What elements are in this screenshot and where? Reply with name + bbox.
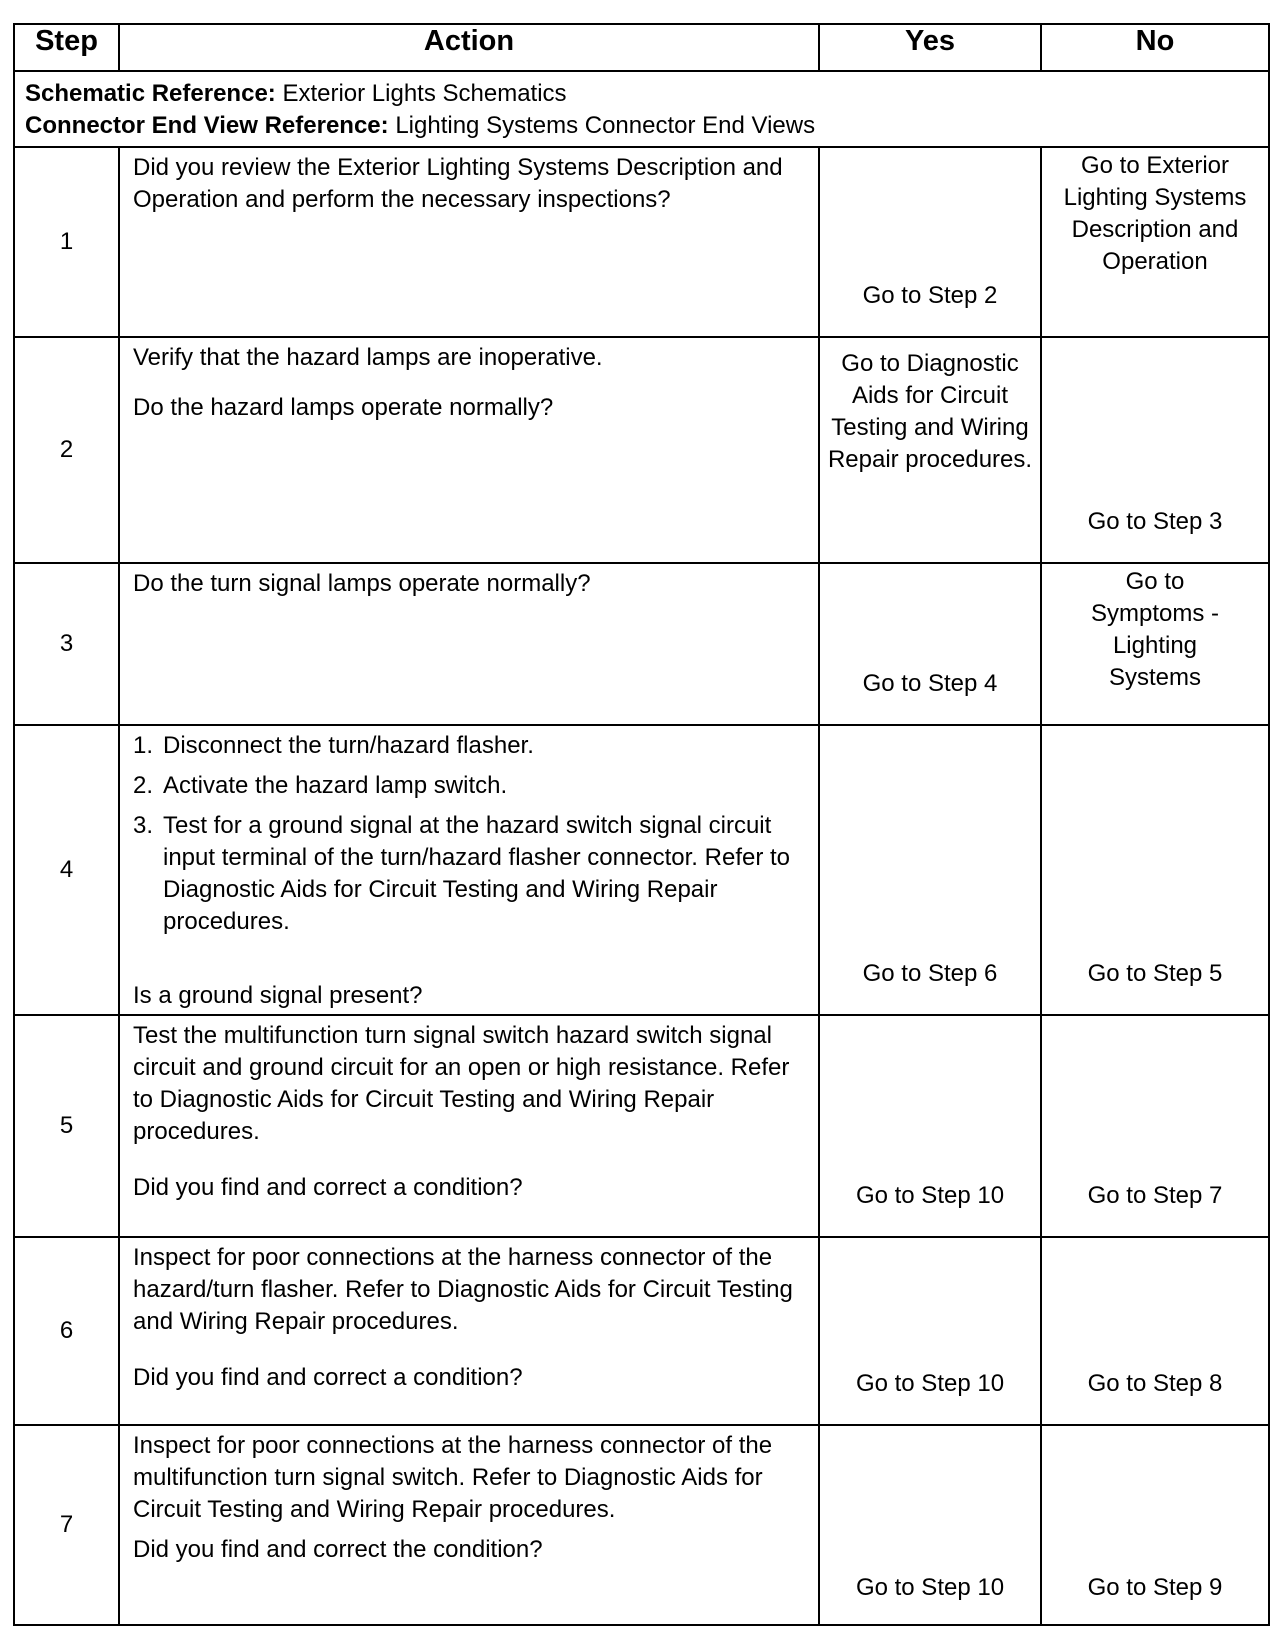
- yes-result: Go to Diagnostic Aids for Circuit Testing and Wiring Repair procedures.: [827, 350, 1033, 473]
- schematic-reference-label: Schematic Reference:: [25, 80, 276, 107]
- table-row: [14, 725, 1269, 1015]
- step-number: 3: [14, 563, 119, 725]
- action-text: Inspect for poor connections at the harness connector of the multifunction turn signal switch. Refer to Diagnostic Aids for Circuit Testing and Wiring Repair procedures.: [133, 1432, 773, 1523]
- action-question: Did you find and correct a condition?: [133, 1364, 523, 1391]
- action-cell: [119, 337, 819, 563]
- action-question: Did you find and correct a condition?: [133, 1174, 523, 1201]
- procedure-list: [133, 730, 808, 938]
- action-text: Do the turn signal lamps operate normally?: [133, 570, 591, 597]
- yes-result: Go to Step 6: [862, 960, 998, 987]
- connector-reference-label: Connector End View Reference:: [25, 112, 389, 139]
- yes-result: Go to Step 10: [855, 1574, 1005, 1601]
- diagnostic-table: [13, 23, 1270, 1626]
- reference-row: [14, 71, 1269, 147]
- no-cell: [1041, 1015, 1269, 1237]
- list-item: [133, 770, 808, 802]
- table-row: [14, 1237, 1269, 1425]
- yes-result: Go to Step 2: [862, 282, 998, 309]
- yes-cell: [819, 1237, 1041, 1425]
- reference-cell: [14, 71, 1269, 147]
- no-result: Go to Step 3: [1087, 508, 1223, 535]
- list-item: [133, 810, 808, 938]
- connector-reference-value: Lighting Systems Connector End Views: [388, 112, 816, 139]
- no-cell: [1041, 337, 1269, 563]
- no-result: Go to Exterior Lighting Systems Description and Operation: [1063, 152, 1247, 275]
- step-number: 5: [14, 1015, 119, 1237]
- table-row: [14, 147, 1269, 337]
- no-result: Go to Step 5: [1087, 960, 1223, 987]
- yes-result: Go to Step 10: [855, 1182, 1005, 1209]
- list-item-number: 1.: [133, 732, 154, 759]
- no-result: Go to Step 8: [1087, 1370, 1223, 1397]
- step-number: 1: [14, 147, 119, 337]
- no-cell: [1041, 1237, 1269, 1425]
- no-cell: [1041, 147, 1269, 337]
- list-item: [133, 730, 808, 762]
- action-cell: [119, 725, 819, 1015]
- header-row: [14, 24, 1269, 71]
- list-item-number: 2.: [133, 772, 154, 799]
- list-item-text: Test for a ground signal at the hazard switch signal circuit input terminal of the turn/hazard flasher connector. Refer to Diagnostic Aids for Circuit Testing and Wiring Repair procedures.: [163, 812, 791, 935]
- action-text: Verify that the hazard lamps are inoperative.: [133, 344, 603, 371]
- header-action: Action: [119, 24, 819, 71]
- no-result: Go to Step 9: [1087, 1574, 1223, 1601]
- yes-result: Go to Step 4: [862, 670, 998, 697]
- schematic-reference: [25, 78, 1260, 110]
- yes-cell: [819, 725, 1041, 1015]
- list-item-text: Activate the hazard lamp switch.: [163, 772, 508, 799]
- yes-cell: [819, 1425, 1041, 1625]
- yes-result: Go to Step 10: [855, 1370, 1005, 1397]
- no-cell: [1041, 1425, 1269, 1625]
- action-cell: [119, 1015, 819, 1237]
- action-question: Is a ground signal present?: [133, 982, 423, 1009]
- table-row: [14, 1015, 1269, 1237]
- list-item-number: 3.: [133, 812, 154, 839]
- table-row: [14, 337, 1269, 563]
- no-cell: [1041, 563, 1269, 725]
- action-question: Did you find and correct the condition?: [133, 1536, 543, 1563]
- action-cell: [119, 563, 819, 725]
- header-no: No: [1041, 24, 1269, 71]
- yes-cell: [819, 337, 1041, 563]
- no-result: Go to Symptoms - Lighting Systems: [1090, 568, 1219, 691]
- header-yes: Yes: [819, 24, 1041, 71]
- yes-cell: [819, 563, 1041, 725]
- step-number: 4: [14, 725, 119, 1015]
- action-text: Test the multifunction turn signal switch hazard switch signal circuit and ground circuit for an open or high resistance. Refer to Diagnostic Aids for Circuit Testing and Wiring Repair procedures.: [133, 1022, 790, 1145]
- action-cell: [119, 1425, 819, 1625]
- step-number: 2: [14, 337, 119, 563]
- action-cell: [119, 147, 819, 337]
- action-question: Do the hazard lamps operate normally?: [133, 394, 554, 421]
- table-row: [14, 1425, 1269, 1625]
- list-item-text: Disconnect the turn/hazard flasher.: [163, 732, 534, 759]
- action-text: Did you review the Exterior Lighting Systems Description and Operation and perform the necessary inspections?: [133, 154, 783, 213]
- step-number: 7: [14, 1425, 119, 1625]
- action-text: Inspect for poor connections at the harness connector of the hazard/turn flasher. Refer to Diagnostic Aids for Circuit Testing and Wiring Repair procedures.: [133, 1244, 793, 1335]
- no-cell: [1041, 725, 1269, 1015]
- yes-cell: [819, 1015, 1041, 1237]
- header-step: Step: [14, 24, 119, 71]
- step-number: 6: [14, 1237, 119, 1425]
- yes-cell: [819, 147, 1041, 337]
- table-row: [14, 563, 1269, 725]
- action-cell: [119, 1237, 819, 1425]
- connector-reference: [25, 110, 1260, 142]
- no-result: Go to Step 7: [1087, 1182, 1223, 1209]
- schematic-reference-value: Exterior Lights Schematics: [275, 80, 567, 107]
